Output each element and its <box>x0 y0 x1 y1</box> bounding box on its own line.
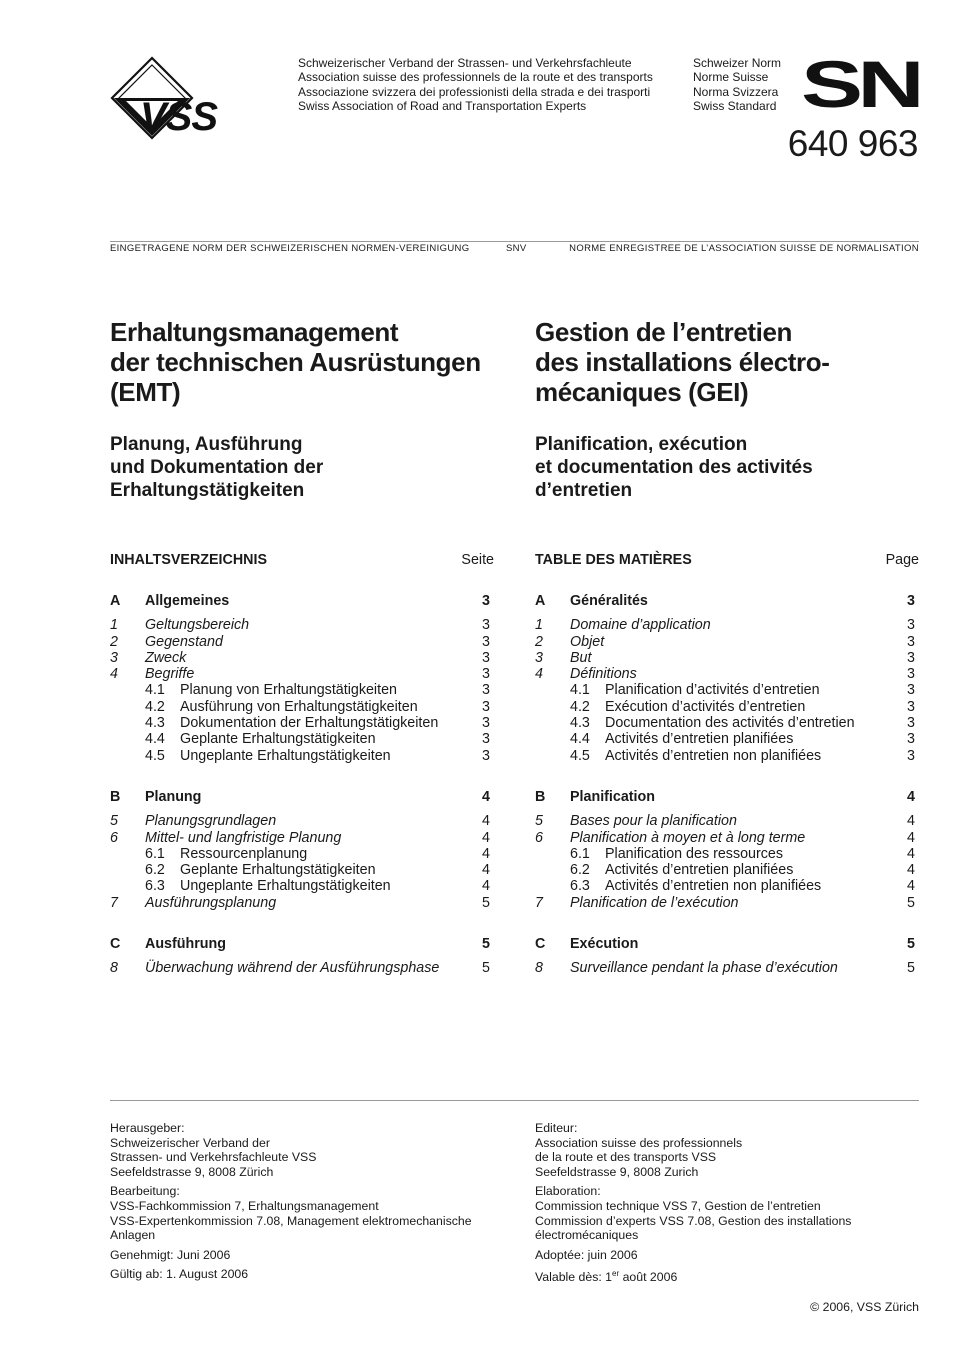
toc-subsection-number: 4.2 <box>570 698 590 715</box>
toc-chapter-row <box>535 617 919 633</box>
toc-heading: TABLE DES MATIÈRES <box>535 552 692 568</box>
toc-section-title: Allgemeines <box>145 593 230 609</box>
toc-subsection-number: 6.3 <box>145 878 165 895</box>
toc-heading: INHALTSVERZEICHNIS <box>110 552 268 568</box>
toc-chapter-row <box>535 813 919 829</box>
toc-chapter-title: Zweck <box>145 649 187 666</box>
toc-chapter-row <box>110 813 494 829</box>
toc-chapter-number: 8 <box>535 960 543 977</box>
toc-chapter-number: 2 <box>535 633 543 650</box>
standard-labels <box>693 56 781 113</box>
toc-section-letter: A <box>535 593 546 609</box>
footer-block <box>110 1121 510 1180</box>
sn-mark <box>803 57 919 109</box>
footer-divider <box>110 1100 919 1101</box>
valid-from-prefix: Valable dès: 1 <box>535 1269 613 1284</box>
toc-subsection-number: 4.1 <box>570 682 590 699</box>
toc-subsection-number: 4.3 <box>570 715 590 732</box>
publisher-info-de <box>110 1121 510 1286</box>
toc-subsection-number: 4.5 <box>145 747 165 764</box>
toc-subsection-title: Ungeplante Erhaltungstätigkeiten <box>180 878 391 895</box>
toc-chapter-title: Gegenstand <box>145 633 223 650</box>
toc-subsection-row <box>110 862 494 878</box>
toc-spacer <box>535 764 919 789</box>
footer-line: Gültig ab: 1. August 2006 <box>110 1266 249 1281</box>
toc-header <box>110 552 494 568</box>
organization-names <box>298 56 653 113</box>
toc-chapter-number: 5 <box>110 813 118 830</box>
footer-line: Association suisse des professionnels <box>535 1135 743 1150</box>
toc-chapter-number: 6 <box>535 829 543 846</box>
toc-subsection-row <box>535 699 919 715</box>
toc-subsection-number: 4.4 <box>570 731 590 748</box>
toc-subsection-row <box>535 682 919 698</box>
toc-section-title: Planung <box>145 788 202 805</box>
toc-chapter-title: Objet <box>570 633 605 650</box>
toc-chapter-number: 6 <box>110 829 118 846</box>
toc-chapter-number: 4 <box>535 666 543 683</box>
toc-page-number: 3 <box>482 731 490 748</box>
toc-spacer <box>110 911 494 936</box>
toc-chapter-number: 3 <box>535 649 543 666</box>
toc-header <box>535 552 919 568</box>
toc-subsection-number: 6.2 <box>145 862 165 879</box>
document-title-de: Erhaltungsmanagement der technischen Ausrüstungen (EMT) <box>110 317 481 407</box>
toc-page-number: 4 <box>482 788 490 805</box>
toc-chapter-row <box>110 895 494 911</box>
toc-chapter-number: 5 <box>535 813 543 830</box>
toc-page-number: 4 <box>482 878 490 895</box>
toc-spacer <box>110 764 494 789</box>
toc-subsection-row <box>110 699 494 715</box>
toc-chapter-number: 4 <box>110 666 118 683</box>
toc-section-row <box>110 789 494 805</box>
toc-page-number: 3 <box>482 682 490 699</box>
toc-subsection-title: Activités d’entretien planifiées <box>605 862 794 879</box>
footer-line: Bearbeitung: <box>110 1184 180 1199</box>
toc-page-number: 5 <box>482 960 490 977</box>
toc-page-heading: Page <box>885 552 919 568</box>
toc-chapter-row <box>110 960 494 976</box>
toc-subsection-number: 4.2 <box>145 698 165 715</box>
toc-chapter-number: 8 <box>110 960 118 977</box>
divider <box>110 241 919 242</box>
toc-page-number: 3 <box>907 747 915 764</box>
toc-section-letter: B <box>110 788 121 805</box>
toc-subsection-row <box>110 878 494 894</box>
toc-subsection-title: Documentation des activités d’entretien <box>605 715 855 732</box>
toc-subsection-row <box>535 878 919 894</box>
valid-from-fr <box>535 1267 935 1285</box>
toc-page-number: 5 <box>482 894 490 911</box>
toc-subsection-row <box>535 715 919 731</box>
toc-chapter-number: 1 <box>535 617 543 634</box>
toc-page-number: 3 <box>907 593 915 609</box>
footer-line: VSS-Expertenkommission 7.08, Management elektromechanische <box>110 1213 472 1228</box>
toc-subsection-number: 4.4 <box>145 731 165 748</box>
logo-text: VSS <box>140 95 218 139</box>
footer-block <box>535 1121 935 1180</box>
toc-subsection-title: Dokumentation der Erhaltungstätigkeiten <box>180 715 439 732</box>
toc-subsection-row <box>535 748 919 764</box>
footer-line: Commission technique VSS 7, Gestion de l’entretien <box>535 1199 821 1214</box>
toc-page-number: 3 <box>482 715 490 732</box>
copyright: © 2006, VSS Zürich <box>810 1300 919 1314</box>
publisher-info-fr <box>535 1121 935 1289</box>
toc-page-number: 3 <box>482 747 490 764</box>
toc-subsection-row <box>535 731 919 747</box>
toc-section-title: Ausführung <box>145 936 226 953</box>
toc-page-number: 5 <box>482 936 490 953</box>
toc-subsection-number: 6.1 <box>145 845 165 862</box>
standard-line: Norma Svizzera <box>693 84 779 99</box>
footer-line: Herausgeber: <box>110 1121 185 1135</box>
toc-subsection-number: 6.2 <box>570 862 590 879</box>
table-of-contents-de <box>110 552 494 977</box>
sn-mark-graphic <box>803 57 919 109</box>
toc-chapter-title: Définitions <box>570 666 637 683</box>
footer-line: Commission d’experts VSS 7.08, Gestion des installations <box>535 1213 852 1228</box>
toc-chapter-number: 7 <box>110 894 118 911</box>
toc-page-number: 3 <box>907 633 915 650</box>
toc-page-number: 3 <box>907 698 915 715</box>
footer-line: Seefeldstrasse 9, 8008 Zürich <box>110 1165 274 1180</box>
toc-subsection-title: Geplante Erhaltungstätigkeiten <box>180 862 376 879</box>
registration-de: EINGETRAGENE NORM DER SCHWEIZERISCHEN NORMEN-VEREINIGUNG <box>110 243 470 254</box>
toc-subsection-row <box>535 862 919 878</box>
toc-page-number: 4 <box>482 845 490 862</box>
toc-chapter-row <box>535 666 919 682</box>
toc-section-letter: A <box>110 593 121 609</box>
footer-block <box>535 1248 935 1263</box>
toc-chapter-title: Mittel- und langfristige Planung <box>145 829 342 846</box>
toc-page-number: 4 <box>482 862 490 879</box>
document-title-fr: Gestion de l’entretien des installations électro- mécaniques (GEI) <box>535 317 830 407</box>
footer-line: Seefeldstrasse 9, 8008 Zurich <box>535 1165 699 1180</box>
toc-section-row <box>110 593 494 609</box>
toc-chapter-title: Überwachung während der Ausführungsphase <box>145 960 440 977</box>
toc-chapter-number: 2 <box>110 633 118 650</box>
toc-chapter-title: But <box>570 649 592 666</box>
toc-page-number: 4 <box>482 829 490 846</box>
toc-page-number: 3 <box>907 649 915 666</box>
footer-block <box>535 1184 935 1243</box>
toc-chapter-row <box>110 617 494 633</box>
toc-subsection-row <box>110 715 494 731</box>
toc-chapter-row <box>110 830 494 846</box>
toc-section-title: Généralités <box>570 593 648 609</box>
footer-line: Elaboration: <box>535 1184 601 1199</box>
toc-chapter-title: Bases pour la planification <box>570 813 737 830</box>
toc-chapter-number: 1 <box>110 617 118 634</box>
toc-subsection-row <box>110 682 494 698</box>
footer-line: Strassen- und Verkehrsfachleute VSS <box>110 1150 317 1165</box>
toc-subsection-title: Activités d’entretien planifiées <box>605 731 794 748</box>
toc-chapter-title: Planungsgrundlagen <box>145 813 277 830</box>
toc-chapter-row <box>535 830 919 846</box>
toc-chapter-number: 3 <box>110 649 118 666</box>
toc-subsection-row <box>110 748 494 764</box>
toc-chapter-row <box>535 960 919 976</box>
valid-from-suffix: août 2006 <box>619 1269 678 1284</box>
toc-chapter-title: Planification de l’exécution <box>570 894 739 911</box>
footer-line: électromécaniques <box>535 1228 639 1243</box>
footer-line: Schweizerischer Verband der <box>110 1135 270 1150</box>
toc-section-row <box>535 936 919 952</box>
toc-chapter-row <box>110 666 494 682</box>
vss-logo <box>110 56 290 140</box>
toc-subsection-row <box>110 731 494 747</box>
toc-section-letter: C <box>535 936 546 953</box>
toc-chapter-title: Planification à moyen et à long terme <box>570 829 806 846</box>
standard-line: Schweizer Norm <box>693 56 782 70</box>
toc-page-number: 3 <box>482 649 490 666</box>
footer-block <box>110 1184 510 1243</box>
toc-chapter-title: Begriffe <box>145 666 195 683</box>
toc-section-letter: B <box>535 788 546 805</box>
standard-number: 640 963 <box>787 123 918 164</box>
toc-subsection-title: Planung von Erhaltungstätigkeiten <box>180 682 397 699</box>
toc-subsection-number: 4.5 <box>570 747 590 764</box>
toc-page-number: 3 <box>482 698 490 715</box>
footer-line: Anlagen <box>110 1228 156 1243</box>
toc-page-number: 3 <box>907 731 915 748</box>
toc-chapter-row <box>110 634 494 650</box>
standard-line: Norme Suisse <box>693 70 769 85</box>
toc-subsection-title: Ausführung von Erhaltungstätigkeiten <box>180 698 418 715</box>
german-column <box>110 317 494 977</box>
toc-page-number: 3 <box>482 593 490 609</box>
toc-subsection-title: Geplante Erhaltungstätigkeiten <box>180 731 376 748</box>
org-line: Associazione svizzera dei professionisti della strada e dei trasporti <box>298 84 651 99</box>
toc-page-number: 3 <box>482 617 490 634</box>
toc-page-number: 5 <box>907 960 915 977</box>
toc-chapter-number: 7 <box>535 894 543 911</box>
toc-section-title: Planification <box>570 788 655 805</box>
toc-section-letter: C <box>110 936 121 953</box>
toc-page-number: 5 <box>907 936 915 953</box>
toc-page-number: 5 <box>907 894 915 911</box>
toc-section-row <box>535 789 919 805</box>
vss-logo-graphic <box>110 56 290 140</box>
org-line: Association suisse des professionnels de la route et des transports <box>298 70 653 85</box>
toc-page-number: 3 <box>907 682 915 699</box>
toc-page-number: 4 <box>907 845 915 862</box>
org-line: Swiss Association of Road and Transportation Experts <box>298 98 587 113</box>
toc-subsection-row <box>110 846 494 862</box>
toc-subsection-title: Activités d’entretien non planifiées <box>605 878 822 895</box>
sn-mark-text: SN <box>803 57 919 109</box>
toc-page-number: 3 <box>907 715 915 732</box>
toc-page-heading: Seite <box>461 552 494 568</box>
document-subtitle-fr: Planification, exécution et documentation des activités d’entretien <box>535 434 813 501</box>
toc-chapter-row <box>535 650 919 666</box>
valid-from-superscript: er <box>612 1268 620 1278</box>
toc-page-number: 3 <box>482 633 490 650</box>
toc-subsection-number: 4.1 <box>145 682 165 699</box>
org-line: Schweizerischer Verband der Strassen- und Verkehrsfachleute <box>298 56 632 70</box>
toc-chapter-title: Surveillance pendant la phase d’exécution <box>570 960 838 977</box>
toc-page-number: 4 <box>907 878 915 895</box>
toc-chapter-title: Geltungsbereich <box>145 617 250 634</box>
toc-subsection-title: Exécution d’activités d’entretien <box>605 698 806 715</box>
french-column <box>535 317 919 977</box>
footer-line: de la route et des transports VSS <box>535 1150 717 1165</box>
toc-subsection-number: 6.3 <box>570 878 590 895</box>
footer-line: Adoptée: juin 2006 <box>535 1247 638 1262</box>
toc-subsection-number: 4.3 <box>145 715 165 732</box>
toc-subsection-number: 6.1 <box>570 845 590 862</box>
toc-page-number: 4 <box>482 813 490 830</box>
toc-page-number: 3 <box>482 666 490 683</box>
footer-line: Editeur: <box>535 1121 578 1135</box>
toc-subsection-title: Ressourcenplanung <box>180 845 308 862</box>
footer-line: Genehmigt: Juni 2006 <box>110 1247 231 1262</box>
toc-subsection-title: Ungeplante Erhaltungstätigkeiten <box>180 747 391 764</box>
toc-subsection-title: Activités d’entretien non planifiées <box>605 747 822 764</box>
toc-page-number: 4 <box>907 813 915 830</box>
toc-subsection-row <box>535 846 919 862</box>
toc-page-number: 3 <box>907 617 915 634</box>
toc-page-number: 4 <box>907 862 915 879</box>
toc-subsection-title: Planification des ressources <box>605 845 784 862</box>
toc-spacer <box>535 911 919 936</box>
toc-chapter-row <box>535 634 919 650</box>
toc-page-number: 3 <box>907 666 915 683</box>
toc-chapter-title: Domaine d’application <box>570 617 711 634</box>
toc-section-row <box>110 936 494 952</box>
standard-line: Swiss Standard <box>693 98 777 113</box>
footer-block <box>110 1267 510 1282</box>
toc-section-row <box>535 593 919 609</box>
document-subtitle-de: Planung, Ausführung und Dokumentation der Erhaltungstätigkeiten <box>110 434 324 501</box>
toc-subsection-title: Planification d’activités d’entretien <box>605 682 820 699</box>
toc-chapter-row <box>535 895 919 911</box>
registration-snv: SNV <box>506 243 527 254</box>
footer-line: VSS-Fachkommission 7, Erhaltungsmanagement <box>110 1199 379 1214</box>
table-of-contents-fr <box>535 552 919 977</box>
toc-page-number: 4 <box>907 829 915 846</box>
toc-section-title: Exécution <box>570 936 639 953</box>
toc-chapter-row <box>110 650 494 666</box>
footer-block <box>110 1248 510 1263</box>
registration-fr: NORME ENREGISTREE DE L’ASSOCIATION SUISSE DE NORMALISATION <box>569 243 919 254</box>
toc-page-number: 4 <box>907 788 915 805</box>
toc-chapter-title: Ausführungsplanung <box>145 894 277 911</box>
